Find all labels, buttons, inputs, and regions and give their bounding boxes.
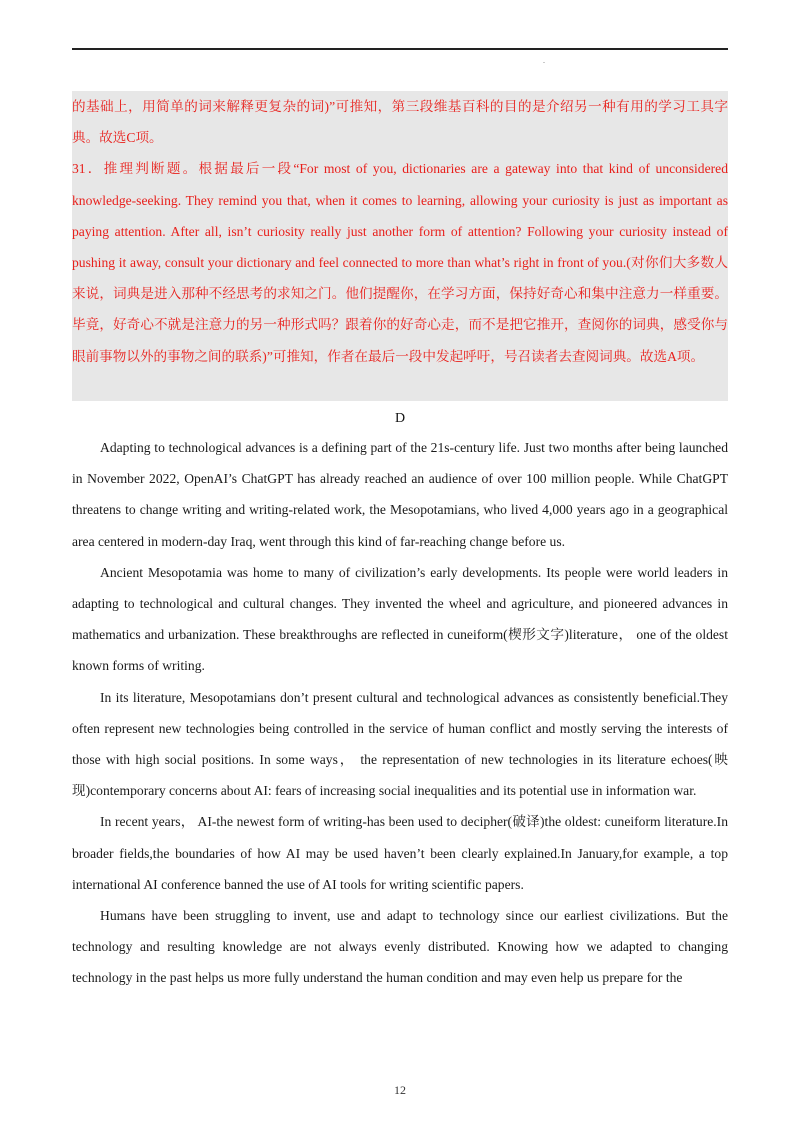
- page-number: 12: [394, 1083, 406, 1097]
- header-mark: .: [543, 56, 545, 65]
- section-heading: D: [394, 411, 406, 426]
- passage-paragraph: Ancient Mesopotamia was home to many of civilization’s early developments. Its people were world leaders in adapting to technological and cultural changes. They invented the wheel and agriculture, and pioneered advances in mathematics and urbanization. These breakthroughs are reflected in cuneiform(楔形文字)literature， one of the oldest known forms of writing.: [72, 564, 728, 674]
- reading-passage: [72, 432, 728, 994]
- passage-paragraph: In recent years， AI-the newest form of writing-has been used to decipher(破译)the oldest: cuneiform literature.In broader fields,the boundaries of how AI may be used haven’t been clearly explained.In January,for example, a top international AI conference banned the use of AI tools for writing scientific papers.: [72, 814, 728, 892]
- answer-explanation-box: [72, 91, 728, 401]
- passage-paragraph: In its literature, Mesopotamians don’t present cultural and technological advances as consistently beneficial.They often represent new technologies being controlled in the service of human conflict and mostly serving the interests of those with high social positions. In some ways， the representation of new technologies in its literature echoes(映现)contemporary concerns about AI: fears of increasing social inequalities and its potential use in information war.: [72, 689, 728, 799]
- header-rule: [72, 48, 728, 50]
- passage-paragraph: Humans have been struggling to invent, use and adapt to technology since our earliest civilizations. But the technology and resulting knowledge are not always evenly distributed. Knowing how we adapted to changing technology in the past helps us more fully understand the human condition and may even help us prepare for the: [72, 908, 728, 986]
- answer-paragraph: 的基础上，用简单的词来解释更复杂的词)”可推知，第三段维基百科的目的是介绍另一种有用的学习工具字典。故选C项。: [72, 99, 728, 146]
- passage-paragraph: Adapting to technological advances is a defining part of the 21s-century life. Just two months after being launched in November 2022, OpenAI’s ChatGPT has already reached an audience of over 100 million people. While ChatGPT threatens to change writing and writing-related work, the Mesopotamians, who lived 4,000 years ago in a geographical area centered in modern-day Iraq, went through this kind of far-reaching change before us.: [72, 440, 728, 549]
- answer-paragraph: 31．推理判断题。根据最后一段“For most of you, dictionaries are a gateway into that kind of unconsidered knowledge-seeking. They remind you that, when it comes to learning, allowing your curiosity is just as important as paying attention. After all, isn’t curiosity really just another form of attention? Following your curiosity instead of pushing it away, consult your dictionary and feel connected to more than what’s right in front of you.(对你们大多数人来说，词典是进入那种不经思考的求知之门。他们提醒你，在学习方面，保持好奇心和集中注意力一样重要。毕竟，好奇心不就是注意力的另一种形式吗？跟着你的好奇心走，而不是把它推开，查阅你的词典，感受你与眼前事物以外的事物之间的联系)”可推知，作者在最后一段中发起呼吁，号召读者去查阅词典。故选A项。: [72, 161, 728, 364]
